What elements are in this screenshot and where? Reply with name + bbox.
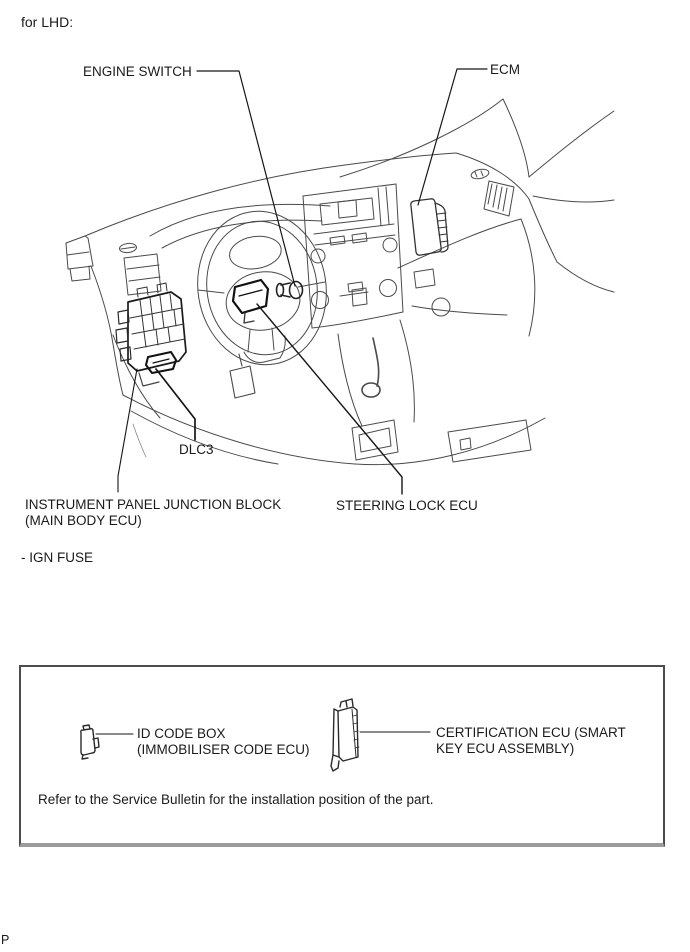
label-junction-block-line1: INSTRUMENT PANEL JUNCTION BLOCK xyxy=(25,497,282,512)
label-steering-lock-ecu: STEERING LOCK ECU xyxy=(336,498,478,513)
steering-wheel xyxy=(187,202,338,374)
label-engine-switch: ENGINE SWITCH xyxy=(83,64,192,79)
label-id-code-box-line1: ID CODE BOX xyxy=(137,726,226,741)
label-certification-ecu xyxy=(436,725,626,757)
steering-lock-leader-line xyxy=(257,304,402,494)
panel-trim-line xyxy=(133,424,146,457)
label-id-code-box-line2: (IMMOBILISER CODE ECU) xyxy=(137,742,310,757)
page-header-for-lhd: for LHD: xyxy=(21,14,74,30)
steering-lock-ecu-part xyxy=(233,280,268,323)
label-id-code-box xyxy=(137,726,310,758)
page-footer-marker: P xyxy=(1,933,10,947)
dash-body xyxy=(66,99,614,465)
ecm-module xyxy=(411,199,448,255)
defroster-vent xyxy=(470,168,489,181)
dlc3-leader-line xyxy=(156,369,195,440)
label-ecm: ECM xyxy=(490,62,520,77)
ecm-leader-line xyxy=(418,69,487,205)
label-junction-block-line2: (MAIN BODY ECU) xyxy=(25,512,142,528)
label-certification-ecu-line2: KEY ECU ASSEMBLY) xyxy=(436,741,575,756)
label-dlc3: DLC3 xyxy=(179,442,214,457)
left-vent xyxy=(119,243,137,254)
label-certification-ecu-line1: CERTIFICATION ECU (SMART xyxy=(436,725,626,740)
info-box-note: Refer to the Service Bulletin for the installation position of the part. xyxy=(38,792,434,807)
side-vent-grille xyxy=(484,181,514,216)
label-junction-block xyxy=(25,497,281,528)
label-ign-fuse: - IGN FUSE xyxy=(21,550,94,565)
left-side-panel xyxy=(124,254,161,295)
